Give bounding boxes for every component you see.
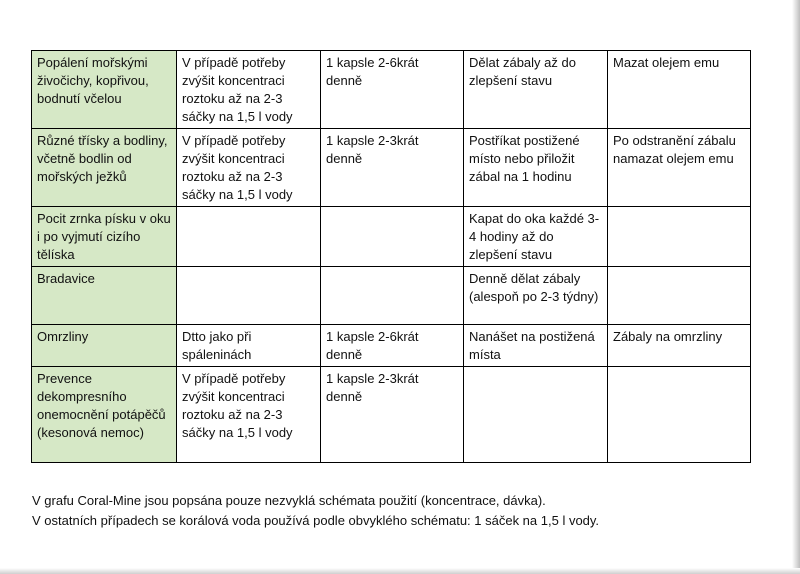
footer-note-1: V grafu Coral-Mine jsou popsána pouze nezvyklá schémata použití (koncentrace, dávka). (32, 493, 546, 508)
external-use-cell: Kapat do oka každé 3-4 hodiny až do zlepšení stavu (464, 207, 608, 267)
condition-cell: Různé třísky a bodliny, včetně bodlin od mořských ježků (32, 129, 177, 207)
external-use-cell: Dělat zábaly až do zlepšení stavu (464, 51, 608, 129)
table-row (32, 267, 751, 325)
concentration-cell (177, 267, 321, 325)
external-use-cell: Denně dělat zábaly (alespoň po 2-3 týdny) (464, 267, 608, 325)
usage-table (31, 50, 751, 463)
condition-cell: Prevence dekompresního onemocnění potápěčů (kesonová nemoc) (32, 367, 177, 463)
internal-dose-cell: 1 kapsle 2-6krát denně (321, 325, 464, 367)
concentration-cell: V případě potřeby zvýšit koncentraci roztoku až na 2-3 sáčky na 1,5 l vody (177, 129, 321, 207)
note-cell: Po odstranění zábalu namazat olejem emu (608, 129, 751, 207)
concentration-cell: Dtto jako při spáleninách (177, 325, 321, 367)
internal-dose-cell: 1 kapsle 2-3krát denně (321, 367, 464, 463)
table-row (32, 207, 751, 267)
note-cell: Mazat olejem emu (608, 51, 751, 129)
concentration-cell: V případě potřeby zvýšit koncentraci roztoku až na 2-3 sáčky na 1,5 l vody (177, 367, 321, 463)
note-cell (608, 207, 751, 267)
condition-cell: Bradavice (32, 267, 177, 325)
page-shadow-bottom (0, 568, 800, 574)
concentration-cell: V případě potřeby zvýšit koncentraci roztoku až na 2-3 sáčky na 1,5 l vody (177, 51, 321, 129)
external-use-cell (464, 367, 608, 463)
condition-cell: Omrzliny (32, 325, 177, 367)
condition-cell: Popálení mořskými živočichy, kopřivou, bodnutí včelou (32, 51, 177, 129)
internal-dose-cell: 1 kapsle 2-6krát denně (321, 51, 464, 129)
external-use-cell: Postříkat postižené místo nebo přiložit zábal na 1 hodinu (464, 129, 608, 207)
internal-dose-cell: 1 kapsle 2-3krát denně (321, 129, 464, 207)
table-row (32, 129, 751, 207)
table-row (32, 367, 751, 463)
table-row (32, 51, 751, 129)
note-cell (608, 267, 751, 325)
condition-cell: Pocit zrnka písku v oku i po vyjmutí cizího tělíska (32, 207, 177, 267)
page-shadow-right (792, 0, 800, 574)
note-cell (608, 367, 751, 463)
table-row (32, 325, 751, 367)
internal-dose-cell (321, 267, 464, 325)
note-cell: Zábaly na omrzliny (608, 325, 751, 367)
footer-note-2: V ostatních případech se korálová voda používá podle obvyklého schématu: 1 sáček na 1,5 l vody. (32, 513, 600, 528)
external-use-cell: Nanášet na postižená místa (464, 325, 608, 367)
concentration-cell (177, 207, 321, 267)
internal-dose-cell (321, 207, 464, 267)
